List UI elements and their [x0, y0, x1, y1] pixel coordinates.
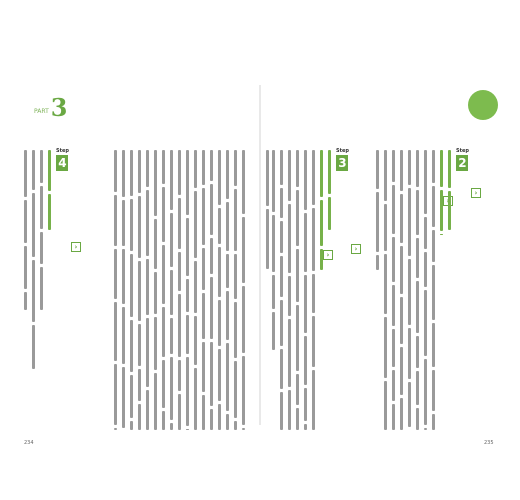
step-3-word: Step [336, 148, 349, 154]
text-line [154, 150, 157, 216]
text-line [218, 349, 221, 401]
text-line [154, 272, 157, 314]
text-line [210, 150, 213, 181]
text-line [384, 204, 387, 251]
text-line [178, 394, 181, 430]
text-line [40, 232, 43, 264]
text-line [210, 238, 213, 274]
text-line [272, 150, 275, 212]
text-column [242, 150, 248, 433]
text-line [312, 208, 315, 271]
text-line [210, 409, 213, 430]
text-column [114, 150, 120, 433]
text-line [130, 375, 133, 418]
step-4-heading [56, 148, 69, 174]
text-column [170, 150, 176, 433]
text-line [296, 408, 299, 430]
text-line [218, 208, 221, 244]
text-line [376, 192, 379, 252]
text-line [138, 150, 141, 193]
text-line [272, 215, 275, 272]
text-column [138, 150, 144, 433]
text-line [280, 300, 283, 346]
text-line [40, 267, 43, 310]
text-line [416, 238, 419, 278]
text-column [312, 150, 318, 433]
text-line [416, 190, 419, 235]
text-line [392, 329, 395, 367]
text-column [154, 150, 160, 433]
text-line [432, 414, 435, 430]
text-line [328, 150, 331, 194]
text-column [376, 150, 382, 273]
text-line [122, 200, 125, 246]
text-line [218, 150, 221, 205]
text-line [272, 275, 275, 309]
section-tab [468, 90, 498, 120]
text-line [202, 293, 205, 339]
text-line [226, 414, 229, 430]
text-line [130, 254, 133, 317]
text-column [296, 150, 302, 433]
text-line [162, 360, 165, 408]
text-column [40, 150, 46, 313]
text-line [304, 388, 307, 421]
text-line [202, 342, 205, 392]
chapter-number: 3 [50, 93, 68, 122]
text-line [416, 336, 419, 368]
text-line [178, 150, 181, 195]
text-line [432, 370, 435, 411]
text-line [122, 150, 125, 197]
text-line [320, 200, 323, 246]
text-line [130, 199, 133, 251]
text-column [288, 150, 294, 433]
text-line [384, 150, 387, 201]
text-line [432, 265, 435, 320]
text-column [210, 150, 216, 433]
text-line [384, 317, 387, 378]
text-line [424, 217, 427, 249]
text-line [170, 423, 173, 430]
text-line [416, 150, 419, 187]
text-line [288, 390, 291, 430]
text-line [280, 221, 283, 253]
text-column [234, 150, 240, 433]
text-line [384, 254, 387, 314]
text-line [146, 190, 149, 256]
page-number-right: 235 [484, 440, 494, 446]
text-line [432, 186, 435, 227]
text-line [376, 150, 379, 189]
text-line [194, 316, 197, 365]
text-line [272, 312, 275, 350]
text-column [440, 150, 446, 238]
text-line [432, 230, 435, 262]
step-marker-icon: › [351, 244, 361, 254]
text-line [162, 187, 165, 242]
text-line [146, 318, 149, 387]
text-line [234, 361, 237, 418]
text-line [138, 369, 141, 401]
text-line [122, 367, 125, 428]
text-line [146, 259, 149, 315]
text-line [280, 349, 283, 389]
text-line [242, 150, 245, 214]
text-line [384, 381, 387, 430]
text-line [154, 373, 157, 430]
text-line [218, 300, 221, 346]
text-line [432, 323, 435, 367]
text-line [392, 404, 395, 430]
text-line [114, 428, 117, 430]
text-column [384, 150, 390, 433]
text-column [226, 150, 232, 433]
text-line [448, 191, 451, 230]
text-line [114, 302, 117, 361]
text-line [234, 150, 237, 186]
text-column [194, 150, 200, 433]
text-line [202, 248, 205, 290]
text-line [186, 279, 189, 312]
text-column [202, 150, 208, 433]
text-line [170, 270, 173, 315]
text-line [440, 150, 443, 187]
text-line [162, 307, 165, 357]
text-line [122, 307, 125, 364]
text-line [320, 249, 323, 270]
text-line [440, 234, 443, 235]
text-line [416, 281, 419, 333]
text-line [296, 374, 299, 405]
text-line [432, 150, 435, 183]
step-3-badge: 3 [338, 156, 347, 170]
text-line [312, 370, 315, 430]
text-line [392, 237, 395, 282]
text-line [48, 150, 51, 191]
text-column [280, 150, 286, 433]
text-line [114, 150, 117, 192]
text-column [408, 150, 414, 430]
step-marker-icon: › [471, 188, 481, 198]
text-line [400, 297, 403, 344]
text-line [424, 150, 427, 214]
text-line [146, 150, 149, 187]
text-line [226, 343, 229, 411]
text-line [304, 336, 307, 385]
text-line [234, 189, 237, 251]
text-line [48, 194, 51, 230]
step-2-heading [456, 148, 469, 174]
text-line [234, 254, 237, 299]
text-line [242, 286, 245, 353]
text-line [304, 424, 307, 430]
text-line [288, 276, 291, 316]
text-line [408, 188, 411, 256]
step-3-heading [336, 148, 349, 174]
text-line [210, 277, 213, 339]
text-line [202, 395, 205, 430]
text-line [178, 294, 181, 357]
text-column [178, 150, 184, 433]
text-line [234, 421, 237, 430]
step-2-word: Step [456, 148, 469, 154]
text-column [400, 150, 406, 433]
text-line [194, 261, 197, 313]
text-line [304, 275, 307, 333]
text-line [280, 256, 283, 297]
chapter-header [34, 93, 71, 122]
text-column [186, 150, 192, 433]
text-line [154, 219, 157, 269]
text-line [288, 150, 291, 201]
text-line [32, 325, 35, 369]
text-line [312, 150, 315, 205]
text-column [304, 150, 310, 433]
text-line [32, 150, 35, 190]
text-line [400, 347, 403, 395]
chapter-part-label: PART [34, 107, 49, 115]
text-line [170, 213, 173, 267]
text-line [392, 370, 395, 401]
text-line [226, 254, 229, 288]
text-line [304, 150, 307, 210]
text-line [202, 150, 205, 185]
text-line [288, 319, 291, 387]
text-line [178, 252, 181, 291]
text-line [40, 186, 43, 229]
step-4-word: Step [56, 148, 69, 154]
text-line [202, 188, 205, 245]
text-column [146, 150, 152, 433]
text-column [432, 150, 438, 433]
text-line [424, 290, 427, 356]
text-line [328, 197, 331, 230]
text-line [312, 316, 315, 367]
text-column [48, 150, 54, 233]
text-line [448, 150, 451, 188]
text-line [296, 150, 299, 187]
text-line [146, 390, 149, 430]
text-line [138, 261, 141, 321]
text-line [280, 150, 283, 185]
text-line [408, 150, 411, 185]
text-line [194, 191, 197, 258]
text-line [312, 274, 315, 313]
text-line [242, 356, 245, 425]
book-gutter [259, 85, 261, 425]
text-line [186, 357, 189, 426]
text-line [296, 190, 299, 246]
text-line [416, 408, 419, 430]
text-line [170, 150, 173, 210]
text-line [304, 213, 307, 272]
text-line [130, 150, 133, 196]
text-line [170, 318, 173, 354]
text-line [138, 324, 141, 366]
text-line [320, 150, 323, 197]
text-column [122, 150, 128, 431]
text-line [424, 252, 427, 287]
text-column [24, 150, 30, 313]
text-line [24, 246, 27, 289]
text-line [400, 246, 403, 294]
text-column [416, 150, 422, 433]
text-line [226, 291, 229, 340]
text-line [234, 302, 237, 358]
text-line [392, 285, 395, 326]
text-line [24, 292, 27, 310]
text-line [114, 195, 117, 246]
text-line [24, 200, 27, 243]
step-4-badge: 4 [58, 156, 67, 170]
text-column [218, 150, 224, 433]
text-column [162, 150, 168, 433]
page-number-left: 234 [24, 440, 34, 446]
text-column [320, 150, 326, 273]
text-line [408, 382, 411, 427]
text-column [448, 150, 454, 233]
text-line [408, 328, 411, 379]
text-line [296, 249, 299, 302]
text-line [218, 247, 221, 297]
step-marker-icon: › [323, 250, 333, 260]
text-line [408, 259, 411, 325]
text-line [138, 404, 141, 430]
text-line [440, 190, 443, 231]
text-column [266, 150, 272, 272]
text-line [242, 428, 245, 430]
text-line [194, 150, 197, 188]
text-line [114, 249, 117, 299]
text-line [400, 194, 403, 243]
text-line [210, 342, 213, 406]
text-line [40, 150, 43, 183]
text-column [32, 150, 38, 372]
text-column [272, 150, 278, 353]
text-line [122, 249, 125, 304]
text-line [416, 371, 419, 405]
text-line [280, 188, 283, 218]
text-line [130, 421, 133, 430]
text-line [32, 260, 35, 322]
step-2-badge: 2 [458, 156, 467, 170]
text-line [424, 359, 427, 425]
text-column [328, 150, 334, 233]
text-line [226, 202, 229, 251]
text-line [210, 184, 213, 235]
text-line [288, 204, 291, 273]
text-line [186, 429, 189, 430]
text-line [280, 392, 283, 430]
text-line [186, 150, 189, 215]
step-marker-icon: › [71, 242, 81, 252]
text-line [170, 357, 173, 420]
text-line [400, 150, 403, 191]
text-line [138, 196, 141, 258]
text-line [242, 217, 245, 283]
text-line [130, 320, 133, 372]
text-line [162, 150, 165, 184]
text-line [392, 150, 395, 182]
text-line [194, 368, 197, 430]
text-line [218, 404, 221, 430]
text-line [424, 428, 427, 430]
text-line [178, 198, 181, 249]
text-line [162, 411, 165, 430]
text-line [32, 193, 35, 257]
text-line [392, 185, 395, 234]
text-line [178, 360, 181, 391]
text-line [186, 315, 189, 354]
text-line [24, 150, 27, 197]
text-line [186, 218, 189, 276]
text-line [296, 305, 299, 371]
text-column [392, 150, 398, 433]
text-line [162, 245, 165, 304]
text-line [154, 317, 157, 370]
text-line [376, 255, 379, 270]
text-column [424, 150, 430, 433]
text-line [226, 150, 229, 199]
text-line [266, 150, 269, 206]
text-column [130, 150, 136, 433]
text-line [266, 209, 269, 269]
text-line [114, 364, 117, 425]
text-line [400, 398, 403, 430]
